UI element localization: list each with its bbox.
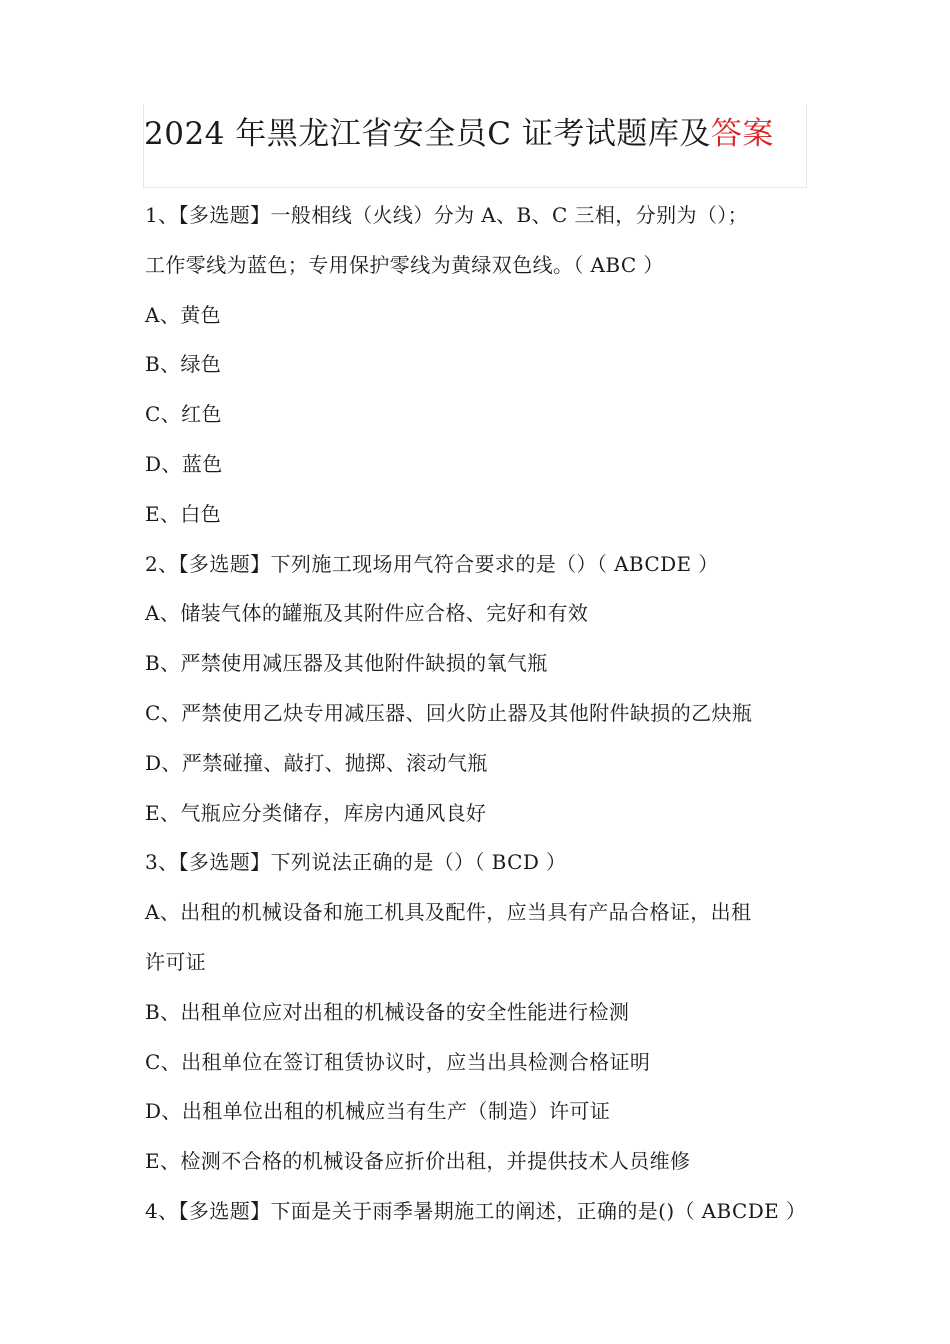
title-main-text: 2024 年黑龙江省安全员C 证考试题库及 [144,116,711,152]
question-2-option-d: D、严禁碰撞、敲打、抛掷、滚动气瓶 [145,750,488,775]
question-4-stem: 4、【多选题】下面是关于雨季暑期施工的阐述，正确的是()（ ABCDE ） [145,1198,807,1223]
question-3-option-a-continued: 许可证 [145,949,207,974]
question-1-option-d: D、蓝色 [145,451,223,476]
question-1-option-b: B、绿色 [145,352,222,377]
question-2-option-e: E、气瓶应分类储存，库房内通风良好 [145,800,487,825]
question-1-stem-continued: 工作零线为蓝色；专用保护零线为黄绿双色线。（ ABC ） [145,252,664,277]
question-2-option-b: B、严禁使用减压器及其他附件缺损的氧气瓶 [145,651,548,676]
question-3-stem: 3、【多选题】下列说法正确的是（）（ BCD ） [145,850,567,875]
question-list [145,191,810,1237]
question-1-option-e: E、白色 [145,501,222,526]
question-3-option-e: E、检测不合格的机械设备应折价出租，并提供技术人员维修 [145,1149,691,1174]
question-3-option-b: B、出租单位应对出租的机械设备的安全性能进行检测 [145,999,630,1024]
page-title [144,112,808,156]
question-1-option-a: A、黄色 [145,302,222,327]
question-2-option-a: A、储装气体的罐瓶及其附件应合格、完好和有效 [145,601,589,626]
question-3-option-c: C、出租单位在签订租赁协议时，应当出具检测合格证明 [145,1049,651,1074]
question-2-stem: 2、【多选题】下列施工现场用气符合要求的是（）（ ABCDE ） [145,551,719,576]
title-accent-text: 答案 [710,116,774,152]
question-3-option-d: D、出租单位出租的机械应当有生产（制造）许可证 [145,1099,611,1124]
question-3-option-a: A、出租的机械设备和施工机具及配件，应当具有产品合格证，出租 [145,900,752,925]
question-2-option-c: C、严禁使用乙炔专用减压器、回火防止器及其他附件缺损的乙炔瓶 [145,700,753,725]
title-frame [143,104,807,188]
question-1-stem: 1、【多选题】一般相线（火线）分为 A、B、C 三相，分别为（）； [145,203,749,227]
question-1-option-c: C、红色 [145,402,222,427]
